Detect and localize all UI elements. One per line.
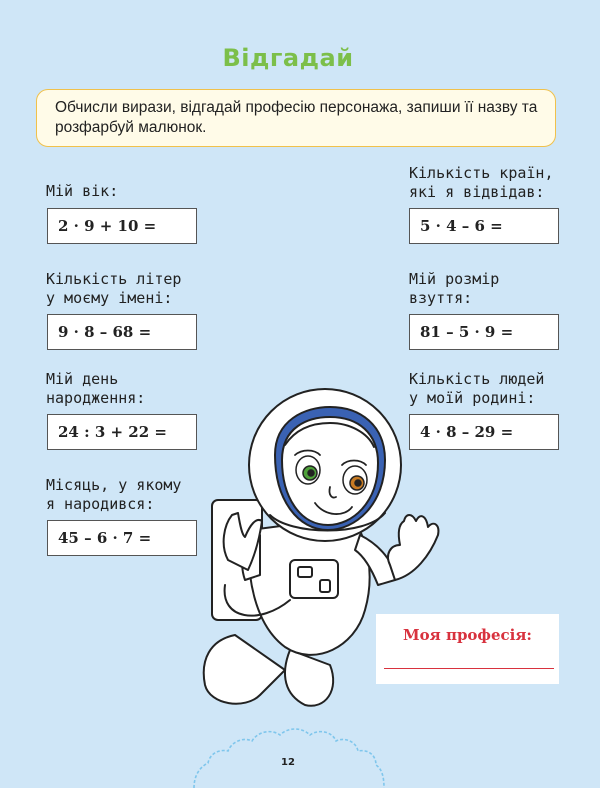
expression-box-shoe-size bbox=[409, 314, 559, 350]
label-name-letters: Кількість літер у моєму імені: bbox=[46, 270, 182, 307]
chest-panel-shape bbox=[290, 560, 338, 598]
right-pupil-shape bbox=[355, 480, 361, 486]
label-family: Кількість людей у моїй родині: bbox=[409, 370, 545, 407]
expression-countries: 5 · 4 – 6 = bbox=[420, 217, 503, 235]
instruction-text: Обчисли вирази, відгадай професію персонажа, запиши її назву та розфарбуй малюнок. bbox=[55, 99, 538, 136]
label-age: Мій вік: bbox=[46, 182, 119, 200]
expression-shoe-size: 81 – 5 · 9 = bbox=[420, 323, 514, 341]
profession-answer-box bbox=[376, 614, 559, 684]
chest-screen-shape bbox=[298, 567, 312, 577]
instruction-box bbox=[36, 89, 556, 147]
right-leg-shape bbox=[285, 650, 333, 706]
chest-button-shape bbox=[320, 580, 330, 592]
expression-birthday: 24 : 3 + 22 = bbox=[58, 423, 167, 441]
expression-birth-month: 45 – 6 · 7 = bbox=[58, 529, 152, 547]
label-birthday: Мій день народження: bbox=[46, 370, 146, 407]
expression-box-birthday bbox=[47, 414, 197, 450]
label-birth-month: Місяць, у якому я народився: bbox=[46, 476, 182, 513]
profession-answer-line[interactable] bbox=[384, 668, 554, 669]
expression-box-name-letters bbox=[47, 314, 197, 350]
expression-box-countries bbox=[409, 208, 559, 244]
page-title: Відгадай bbox=[222, 44, 354, 72]
left-leg-shape bbox=[204, 635, 285, 704]
expression-name-letters: 9 · 8 – 68 = bbox=[58, 323, 152, 341]
expression-box-birth-month bbox=[47, 520, 197, 556]
label-shoe-size: Мій розмір взуття: bbox=[409, 270, 500, 307]
right-glove-shape bbox=[388, 515, 438, 580]
page-number: 12 bbox=[281, 757, 295, 768]
expression-age: 2 · 9 + 10 = bbox=[58, 217, 157, 235]
left-pupil-shape bbox=[308, 470, 314, 476]
expression-family: 4 · 8 – 29 = bbox=[420, 423, 514, 441]
profession-label: Моя професія: bbox=[403, 626, 532, 644]
expression-box-age bbox=[47, 208, 197, 244]
label-countries: Кількість країн, які я відвідав: bbox=[409, 164, 554, 201]
